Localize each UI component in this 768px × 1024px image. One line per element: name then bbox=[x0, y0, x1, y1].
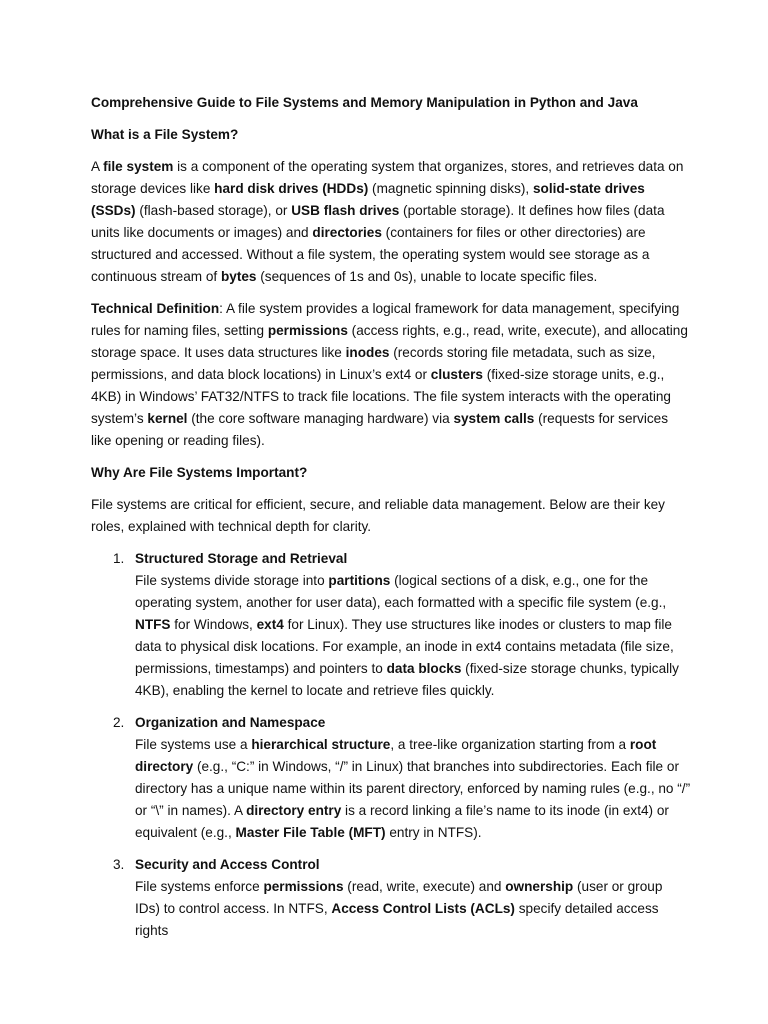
bold-term: root directory bbox=[135, 737, 657, 774]
text-run: entry in NTFS). bbox=[385, 825, 482, 840]
section-heading-what-is-file-system: What is a File System? bbox=[91, 127, 239, 142]
bold-term: hard disk drives (HDDs) bbox=[214, 181, 369, 196]
list-item-body bbox=[135, 570, 691, 702]
list-item-title: Security and Access Control bbox=[135, 857, 320, 872]
text-run: (magnetic spinning disks), bbox=[368, 181, 533, 196]
bold-term: system calls bbox=[453, 411, 535, 426]
bold-term: permissions bbox=[267, 323, 348, 338]
text-run: File systems are critical for efficient, secure, and reliable data management. Below are their key roles, explained with technical depth for clarity. bbox=[91, 497, 665, 534]
text-run: (access rights, e.g., read, write, execute), and allocating storage space. It uses data structures like bbox=[91, 323, 688, 360]
text-run: File systems enforce bbox=[135, 879, 264, 894]
bold-term: hierarchical structure bbox=[251, 737, 391, 752]
text-run: (user or group IDs) to control access. In NTFS, bbox=[135, 879, 663, 916]
bold-term: directories bbox=[312, 225, 382, 240]
text-run: A bbox=[91, 159, 104, 174]
bold-term: clusters bbox=[430, 367, 483, 382]
paragraph-file-system-intro bbox=[91, 156, 691, 288]
text-run: (portable storage). It defines how files (data units like documents or images) and bbox=[91, 203, 665, 240]
text-run: specify detailed access rights bbox=[135, 901, 659, 938]
list-item-title: Organization and Namespace bbox=[135, 715, 326, 730]
bold-term: permissions bbox=[263, 879, 344, 894]
text-run: is a record linking a file’s name to its inode (in ext4) or equivalent (e.g., bbox=[135, 803, 669, 840]
bold-term: Master File Table (MFT) bbox=[235, 825, 386, 840]
bold-term: inodes bbox=[345, 345, 390, 360]
text-run: (the core software managing hardware) via bbox=[187, 411, 454, 426]
text-run: , a tree-like organization starting from a bbox=[390, 737, 630, 752]
text-run: File systems divide storage into bbox=[135, 573, 329, 588]
text-run: File systems use a bbox=[135, 737, 252, 752]
list-item-body bbox=[135, 734, 691, 844]
bold-term: solid-state drives (SSDs) bbox=[91, 181, 645, 218]
bold-term: USB flash drives bbox=[291, 203, 400, 218]
list-item-number: 2. bbox=[113, 715, 125, 730]
text-run: (e.g., “C:” in Windows, “/” in Linux) that branches into subdirectories. Each file or directory has a unique name within its parent directory, enforced by naming rules (e.g., no “/” or “\” in names). A bbox=[135, 759, 691, 818]
bold-term: kernel bbox=[147, 411, 188, 426]
document-title: Comprehensive Guide to File Systems and Memory Manipulation in Python and Java bbox=[91, 95, 638, 110]
bold-term: ownership bbox=[505, 879, 574, 894]
paragraph-importance-intro bbox=[91, 494, 691, 538]
text-run: for Windows, bbox=[170, 617, 257, 632]
bold-term: NTFS bbox=[135, 617, 171, 632]
text-run: (records storing file metadata, such as size, permissions, and data block locations) in Linux’s ext4 or bbox=[91, 345, 656, 382]
importance-list bbox=[91, 548, 691, 942]
text-run: for Linux). They use structures like inodes or clusters to map file data to physical disk locations. For example, an inode in ext4 contains metadata (file size, permissions, timestamps) and pointers to bbox=[135, 617, 674, 676]
text-run: (fixed-size storage chunks, typically 4KB), enabling the kernel to locate and retrieve files quickly. bbox=[135, 661, 679, 698]
bold-term: ext4 bbox=[256, 617, 284, 632]
list-item bbox=[91, 854, 691, 942]
text-run: (sequences of 1s and 0s), unable to locate specific files. bbox=[256, 269, 598, 284]
paragraph-technical-definition bbox=[91, 298, 691, 452]
text-run: (logical sections of a disk, e.g., one for the operating system, another for user data), each formatted with a specific file system (e.g., bbox=[135, 573, 667, 610]
list-item-title: Structured Storage and Retrieval bbox=[135, 551, 348, 566]
bold-term: Access Control Lists (ACLs) bbox=[331, 901, 515, 916]
bold-term: file system bbox=[103, 159, 174, 174]
list-item-number: 3. bbox=[113, 857, 125, 872]
list-item-number: 1. bbox=[113, 551, 125, 566]
text-run: : A file system provides a logical framework for data management, specifying rules for naming files, setting bbox=[91, 301, 680, 338]
bold-term: partitions bbox=[328, 573, 391, 588]
text-run: (requests for services like opening or reading files). bbox=[91, 411, 669, 448]
list-item bbox=[91, 548, 691, 702]
text-run: (read, write, execute) and bbox=[343, 879, 506, 894]
text-run: (containers for files or other directories) are structured and accessed. Without a file system, the operating system would see storage as a continuous stream of bbox=[91, 225, 650, 284]
text-run: (fixed-size storage units, e.g., 4KB) in Windows’ FAT32/NTFS to track file locations. The file system interacts with the operating system’s bbox=[91, 367, 671, 426]
list-item bbox=[91, 712, 691, 844]
text-run: is a component of the operating system that organizes, stores, and retrieves data on storage devices like bbox=[91, 159, 684, 196]
text-run: (flash-based storage), or bbox=[135, 203, 292, 218]
document-content bbox=[91, 92, 691, 952]
bold-term: data blocks bbox=[386, 661, 462, 676]
bold-term: Technical Definition bbox=[91, 301, 220, 316]
section-heading-why-important: Why Are File Systems Important? bbox=[91, 465, 308, 480]
list-item-body bbox=[135, 876, 691, 942]
bold-term: bytes bbox=[220, 269, 257, 284]
bold-term: directory entry bbox=[246, 803, 342, 818]
